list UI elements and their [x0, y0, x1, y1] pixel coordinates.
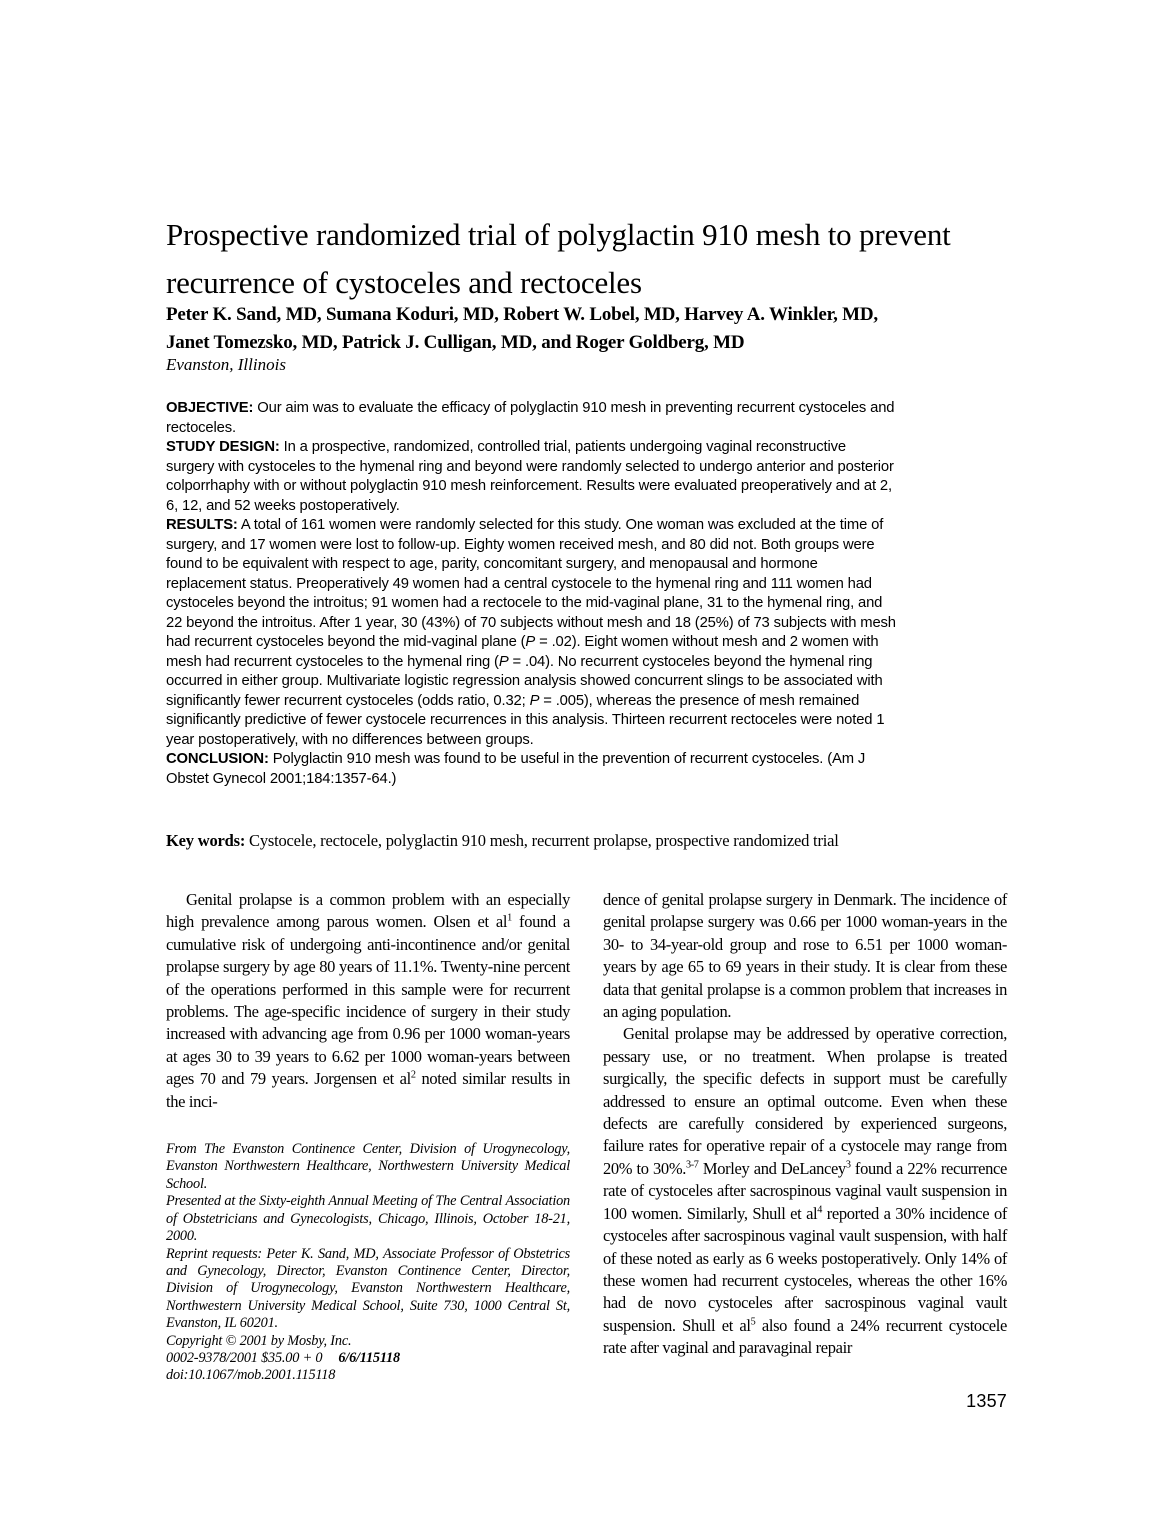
author-line-1: Peter K. Sand, MD, Sumana Koduri, MD, Robert W. Lobel, MD, Harvey A. Winkler, MD, [166, 304, 878, 325]
body-paragraph-treatment: Genital prolapse may be addressed by operative correction, pessary use, or no treatment. When prolapse is treated surgically, the specific defects in support must be carefully addressed to ensure an optimal outcome. Even when these defects are carefully considered by experienced surgeons, failure rates for operative repair of a cystocele may range from 20% to 30%.$^{3-7}$ Morley and DeLancey$^3$ found a 22% recurrence rate of cystoceles after sacrospinous vaginal vault suspension in 100 women. Similarly, Shull et $al^4$ reported a 30% incidence of cystoceles after sacrospinous vaginal vault suspension, with half of these noted as early as 6 weeks postoperatively. Only 14% of these women had recurrent cystoceles, whereas the other 16% had de novo cystoceles after sacrospinous vaginal vault suspension. Shull et $al^5$ also found a 24% recurrent cystocele rate after vaginal and paravaginal repair [603, 1024, 1007, 1358]
abstract-objective: OBJECTIVE: Our aim was to evaluate the efficacy of polyglactin 910 mesh in preventing recurrent cystoceles and rectoceles. [166, 400, 895, 436]
article-title [166, 211, 1026, 307]
keywords [166, 829, 866, 852]
footnotes [166, 1141, 570, 1385]
footnote-presented: Presented at the Sixty-eighth Annual Meeting of The Central Association of Obstetricians and Gynecologists, Chicago, Illinois, October 18-21, 2000. [166, 1193, 570, 1245]
author-list [166, 301, 1006, 357]
keywords-label: Key words: [166, 830, 246, 850]
footnote-reprint-requests: Reprint requests: Peter K. Sand, MD, Associate Professor of Obstetrics and Gynecology, Director, Evanston Continence Center, Director, Division of Urogynecology, Evanston Northwestern Healthcare, Northwestern University Medical School, Suite 730, 1000 Central St, Evanston, IL 60201. [166, 1245, 570, 1332]
body-columns [166, 889, 1007, 1385]
author-line-2: Janet Tomezsko, MD, Patrick J. Culligan, MD, and Roger Goldberg, MD [166, 332, 745, 353]
abstract-results: RESULTS: A total of 161 women were randomly selected for this study. One woman was excluded at the time of surgery, and 17 women were lost to follow-up. Eighty women received mesh, and 80 did not. Both groups were found to be equivalent with respect to age, parity, concomitant surgery, and menopausal and hormone replacement status. Preoperatively 49 women had a central cystocele to the hymenal ring and 111 women had cystoceles beyond the introitus; 91 women had a rectocele to the mid-vaginal plane, 31 to the hymenal ring, and 22 beyond the introitus. After 1 year, 30 (43%) of 70 subjects without mesh and 18 (25%) of 73 subjects with mesh had recurrent cystoceles beyond the mid-vaginal plane (P = .02). Eight women without mesh and 2 women with mesh had recurrent cystoceles to the hymenal ring (P = .04). No recurrent cystoceles beyond the hymenal ring occurred in either group. Multivariate logistic regression analysis showed concurrent slings to be associated with significantly fewer recurrent cystoceles (odds ratio, 0.32; P = .005), whereas the presence of mesh remained significantly predictive of fewer cystocele recurrences in this analysis. Thirteen recurrent rectoceles were noted 1 year postoperatively, with no differences between groups. [166, 517, 896, 748]
footnote-from: From The Evanston Continence Center, Division of Urogynecology, Evanston Northwestern Healthcare, Northwestern University Medical School. [166, 1141, 570, 1192]
abstract-conclusion: CONCLUSION: Polyglactin 910 mesh was found to be useful in the prevention of recurrent cystoceles. (Am J Obstet Gynecol 2001;184:1357-64.) [166, 751, 866, 787]
body-paragraph-intro: Genital prolapse is a common problem with an especially high prevalence among parous women. Olsen et $al^1$ found a cumulative risk of undergoing anti-incontinence and/or genital prolapse surgery by age 80 years of 11.1%. Twenty-nine percent of the operations performed in this sample were for recurrent problems. The age-specific incidence of surgery in their study increased with advancing age from 0.96 per 1000 woman-years at ages 30 to 39 years to 6.62 per 1000 woman-years between ages 70 and 79 years. Jorgensen et $al^2$ noted similar results in the inci- [166, 890, 570, 1111]
footnote-doi: doi:10.1067/mob.2001.115118 [166, 1367, 336, 1384]
affiliation: Evanston, Illinois [166, 355, 286, 374]
left-column [166, 889, 570, 1385]
keywords-text: Cystocele, rectocele, polyglactin 910 mesh, recurrent prolapse, prospective randomized trial [245, 830, 839, 850]
right-column [603, 889, 1007, 1385]
abstract [166, 399, 896, 789]
abstract-study-design: STUDY DESIGN: In a prospective, randomized, controlled trial, patients undergoing vaginal reconstructive surgery with cystoceles to the hymenal ring and beyond were randomly selected to undergo anterior and posterior colporrhaphy with or without polyglactin 910 mesh reinforcement. Results were evaluated preoperatively and at 2, 6, 12, and 52 weeks postoperatively. [166, 439, 894, 514]
footnote-copyright: Copyright © 2001 by Mosby, Inc. [166, 1332, 352, 1349]
footnote-issn-code: 0002-9378/2001 $35.00 + 0 6/6/115118 [166, 1349, 400, 1366]
article-title-line-2: recurrence of cystoceles and rectoceles [166, 264, 642, 300]
page-number: 1357 [966, 1391, 1007, 1411]
body-paragraph-continuation: dence of genital prolapse surgery in Denmark. The incidence of genital prolapse surgery was 0.66 per 1000 woman-years in the 30- to 34-year-old group and rose to 6.51 per 1000 woman-years by age 65 to 69 years in their study. It is clear from these data that genital prolapse is a common problem that increases in an aging population. [603, 890, 1007, 1022]
article-title-line-1: Prospective randomized trial of polyglactin 910 mesh to prevent [166, 216, 951, 252]
